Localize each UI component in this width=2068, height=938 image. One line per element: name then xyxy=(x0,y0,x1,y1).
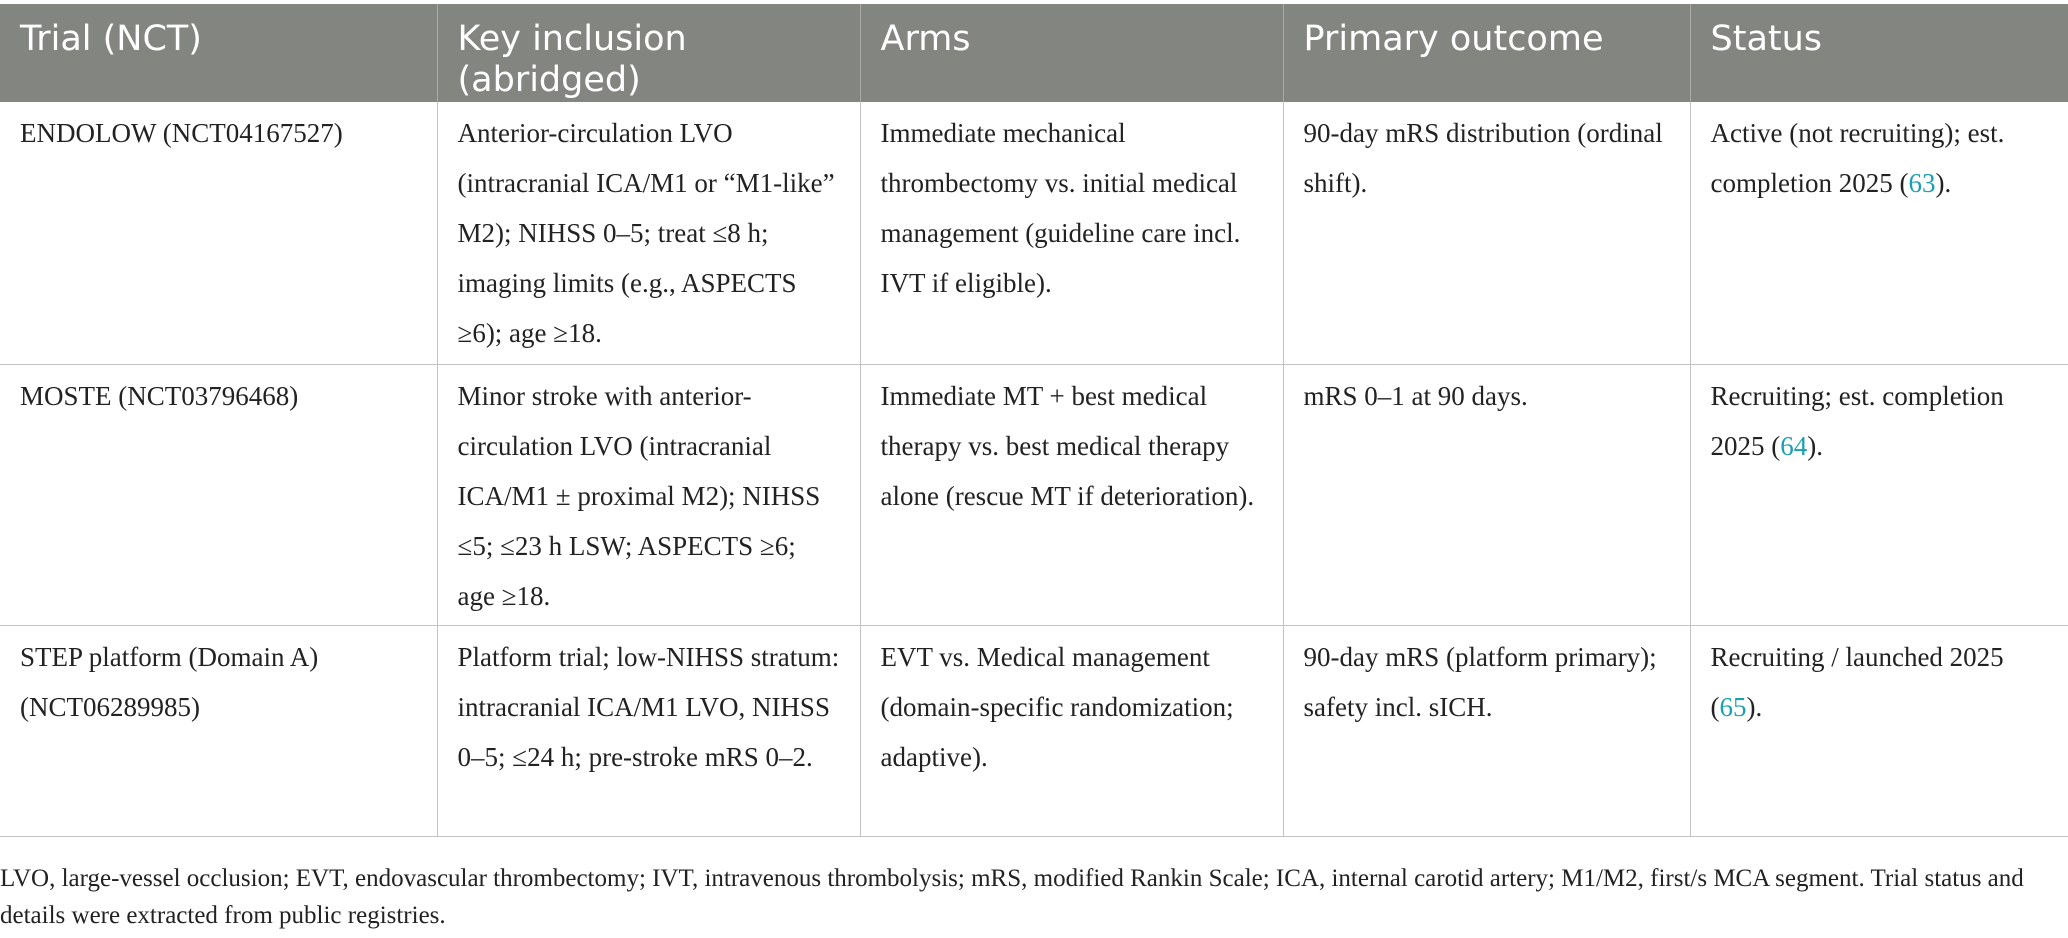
key-inclusion-cell: Minor stroke with anterior-circulation LVO (intracranial ICA/M1 ± proximal M2); NIHSS ≤5; ≤23 h LSW; ASPECTS ≥6; age ≥18. xyxy=(437,364,860,625)
column-header-trial: Trial (NCT) xyxy=(0,4,437,102)
trials-table xyxy=(0,4,2068,837)
reference-link[interactable]: 63 xyxy=(1908,168,1936,198)
status-text: Active (not recruiting); est. completion 2025 ( xyxy=(1710,118,2005,198)
column-header-arms: Arms xyxy=(860,4,1283,102)
primary-outcome-cell: 90-day mRS (platform primary); safety incl. sICH. xyxy=(1283,625,1690,836)
status-text: Recruiting; est. completion 2025 ( xyxy=(1710,380,2004,461)
column-header-status: Status xyxy=(1690,4,2068,102)
arms-cell: Immediate MT + best medical therapy vs. best medical therapy alone (rescue MT if deterioration). xyxy=(860,364,1283,625)
column-header-key-inclusion: Key inclusion (abridged) xyxy=(437,4,860,102)
table-row xyxy=(0,625,2068,836)
status-text: Recruiting / launched 2025 ( xyxy=(1710,641,2004,722)
trial-cell: ENDOLOW (NCT04167527) xyxy=(0,102,437,364)
arms-cell: EVT vs. Medical management (domain-specific randomization; adaptive). xyxy=(860,625,1283,836)
table-header-row xyxy=(0,4,2068,102)
key-inclusion-cell: Anterior-circulation LVO (intracranial ICA/M1 or “M1-like” M2); NIHSS 0–5; treat ≤8 h; imaging limits (e.g., ASPECTS ≥6); age ≥18. xyxy=(437,102,860,364)
column-header-primary-outcome: Primary outcome xyxy=(1283,4,1690,102)
table-row xyxy=(0,364,2068,625)
status-text-end: ). xyxy=(1807,430,1823,461)
trial-cell: STEP platform (Domain A) (NCT06289985) xyxy=(0,625,437,836)
status-cell xyxy=(1690,625,2068,836)
reference-link[interactable]: 65 xyxy=(1719,691,1747,722)
primary-outcome-cell: 90-day mRS distribution (ordinal shift). xyxy=(1283,102,1690,364)
key-inclusion-cell: Platform trial; low-NIHSS stratum: intracranial ICA/M1 LVO, NIHSS 0–5; ≤24 h; pre-stroke mRS 0–2. xyxy=(437,625,860,836)
reference-link[interactable]: 64 xyxy=(1780,430,1808,461)
primary-outcome-cell: mRS 0–1 at 90 days. xyxy=(1283,364,1690,625)
table-row xyxy=(0,102,2068,364)
status-text-end: ). xyxy=(1746,691,1763,722)
status-cell xyxy=(1690,364,2068,625)
status-text-end: ). xyxy=(1935,168,1952,198)
status-cell xyxy=(1690,102,2068,364)
arms-cell: Immediate mechanical thrombectomy vs. initial medical management (guideline care incl. IVT if eligible). xyxy=(860,102,1283,364)
trial-cell: MOSTE (NCT03796468) xyxy=(0,364,437,625)
table-footnote: LVO, large-vessel occlusion; EVT, endovascular thrombectomy; IVT, intravenous thrombolysis; mRS, modified Rankin Scale; ICA, internal carotid artery; M1/M2, first/s MCA segment. Trial status and details were extracted from public registries. xyxy=(0,865,2024,929)
